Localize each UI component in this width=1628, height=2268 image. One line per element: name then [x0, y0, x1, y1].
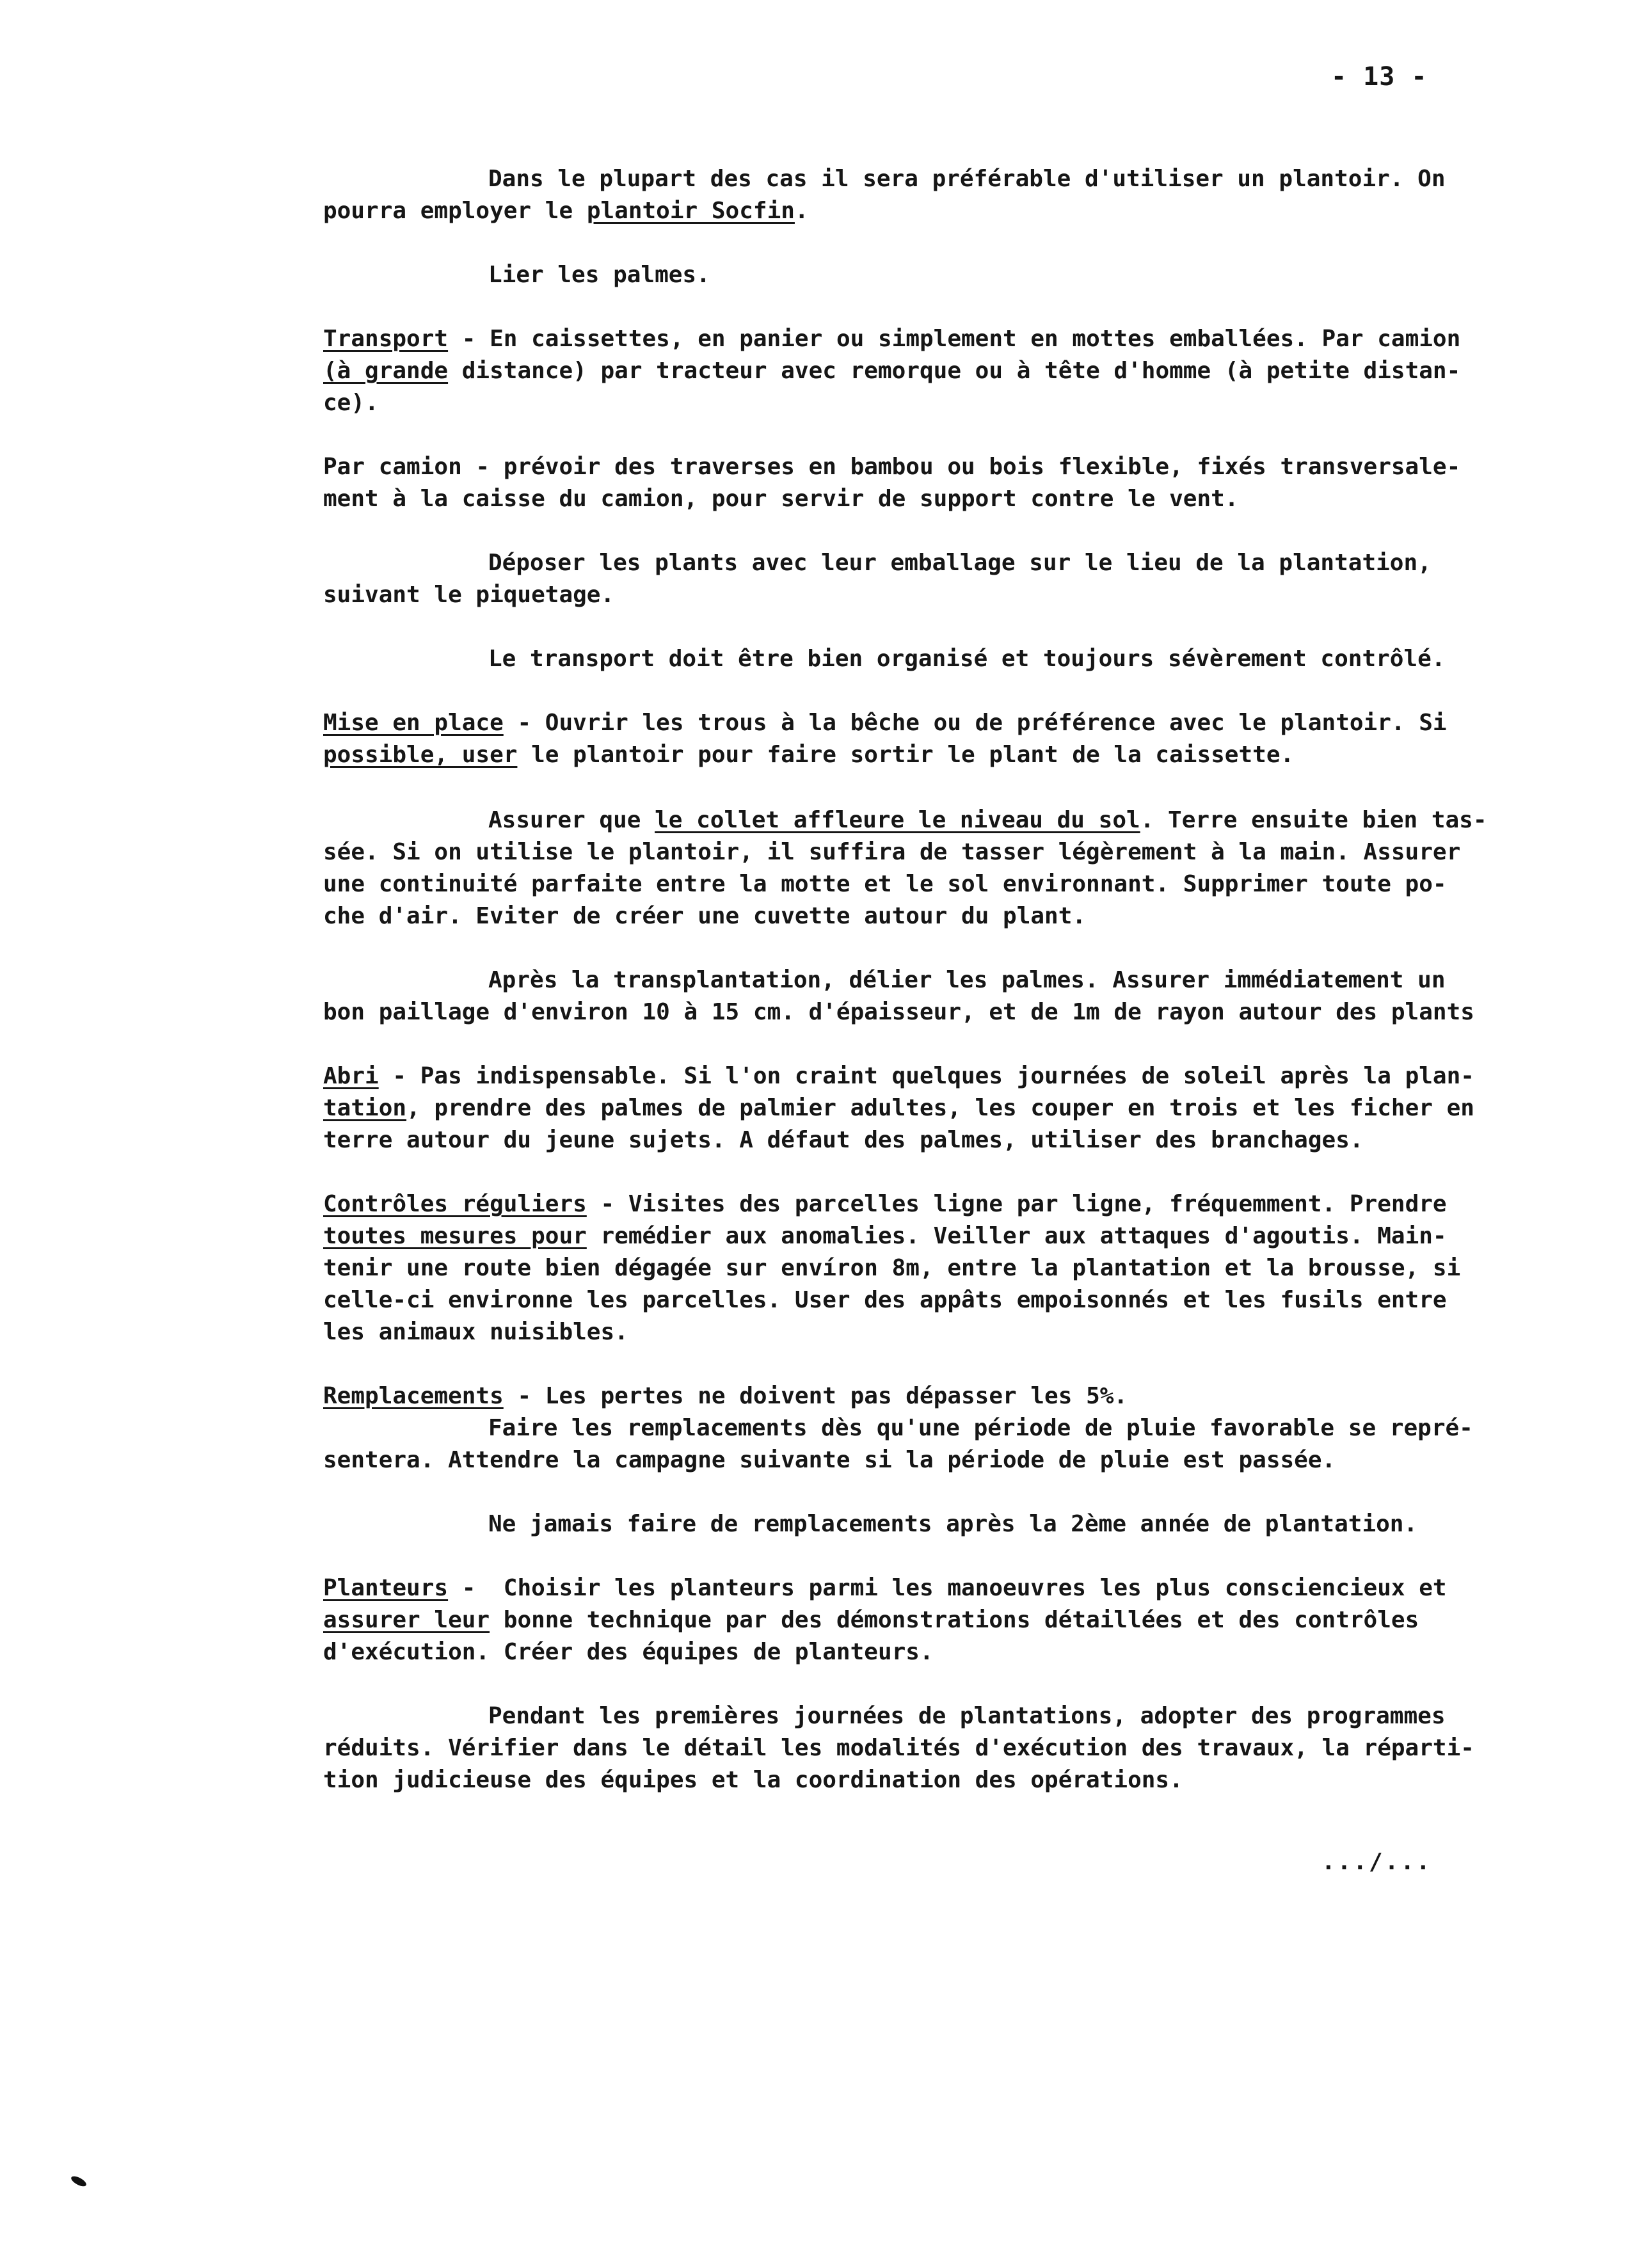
- text-line: d'exécution. Créer des équipes de planteurs.: [323, 1639, 934, 1665]
- section-heading-line: Remplacements - Les pertes ne doivent pas dépasser les 5%.: [323, 1383, 1128, 1409]
- section-heading-line: Abri - Pas indispensable. Si l'on craint quelques journées de soleil après la plan-: [323, 1063, 1474, 1089]
- section-heading-line: Mise en place - Ouvrir les trous à la bêche ou de préférence avec le plantoir. Si: [323, 710, 1447, 736]
- text-line: tation, prendre des palmes de palmier adultes, les couper en trois et les ficher en: [323, 1095, 1474, 1121]
- text-line: pourra employer le plantoir Socfin.: [323, 198, 809, 224]
- section-heading: Abri: [323, 1063, 379, 1089]
- text-line: ment à la caisse du camion, pour servir de support contre le vent.: [323, 486, 1239, 512]
- text-line: toutes mesures pour remédier aux anomalies. Veiller aux attaques d'agoutis. Main-: [323, 1223, 1447, 1249]
- text-line: sentera. Attendre la campagne suivante si la période de pluie est passée.: [323, 1447, 1336, 1473]
- text-line: terre autour du jeune sujets. A défaut des palmes, utiliser des branchages.: [323, 1127, 1364, 1153]
- section-heading: Mise en place: [323, 710, 504, 736]
- text-line: les animaux nuisibles.: [323, 1319, 628, 1345]
- text-line: Le transport doit être bien organisé et toujours sévèrement contrôlé.: [488, 646, 1446, 672]
- text-line: (à grande distance) par tracteur avec remorque ou à tête d'homme (à petite distan-: [323, 358, 1461, 384]
- text-line: Pendant les premières journées de plantations, adopter des programmes: [488, 1703, 1446, 1729]
- section-heading-line: Planteurs - Choisir les planteurs parmi les manoeuvres les plus consciencieux et: [323, 1575, 1447, 1601]
- section-heading: Remplacements: [323, 1383, 504, 1409]
- text-line: sée. Si on utilise le plantoir, il suffira de tasser légèrement à la main. Assurer: [323, 839, 1461, 865]
- text-line: possible, user le plantoir pour faire sortir le plant de la caissette.: [323, 742, 1295, 768]
- section-heading-line: Transport - En caissettes, en panier ou simplement en mottes emballées. Par camion: [323, 326, 1461, 352]
- text-line: réduits. Vérifier dans le détail les modalités d'exécution des travaux, la réparti-: [323, 1735, 1474, 1761]
- text-line: Assurer que le collet affleure le niveau du sol. Terre ensuite bien tas-: [488, 807, 1487, 833]
- section-heading: Planteurs: [323, 1575, 449, 1601]
- text-line: Lier les palmes.: [488, 262, 710, 288]
- underlined-term: plantoir Socfin: [586, 198, 795, 224]
- underlined-term: le collet affleure le niveau du sol: [655, 807, 1140, 833]
- section-heading-line: Contrôles réguliers - Visites des parcelles ligne par ligne, fréquemment. Prendre: [323, 1191, 1447, 1217]
- text-line: suivant le piquetage.: [323, 582, 615, 608]
- page-number: - 13 -: [1331, 62, 1428, 92]
- text-line: ce).: [323, 390, 379, 416]
- text-line: che d'air. Eviter de créer une cuvette autour du plant.: [323, 903, 1087, 929]
- text-line: tenir une route bien dégagée sur envíron 8m, entre la plantation et la brousse, si: [323, 1255, 1461, 1281]
- ink-speck: [70, 2175, 88, 2189]
- text-line: Faire les remplacements dès qu'une période de pluie favorable se repré-: [488, 1415, 1473, 1441]
- text-line: Par camion - prévoir des traverses en bambou ou bois flexible, fixés transversale-: [323, 454, 1461, 480]
- text-line: celle-ci environne les parcelles. User des appâts empoisonnés et les fusils entre: [323, 1287, 1447, 1313]
- text-line: Déposer les plants avec leur emballage sur le lieu de la plantation,: [488, 550, 1432, 576]
- section-heading: Contrôles réguliers: [323, 1191, 587, 1217]
- text-line: Ne jamais faire de remplacements après la 2ème année de plantation.: [488, 1511, 1418, 1537]
- text-line: assurer leur bonne technique par des démonstrations détaillées et des contrôles: [323, 1607, 1419, 1633]
- text-line: Dans le plupart des cas il sera préférable d'utiliser un plantoir. On: [488, 166, 1446, 192]
- text-line: une continuité parfaite entre la motte et le sol environnant. Supprimer toute po-: [323, 871, 1447, 897]
- text-line: tion judicieuse des équipes et la coordination des opérations.: [323, 1767, 1183, 1793]
- section-heading: Transport: [323, 326, 449, 352]
- continuation-mark: .../...: [1321, 1849, 1432, 1875]
- text-line: Après la transplantation, délier les palmes. Assurer immédiatement un: [488, 967, 1446, 993]
- text-line: bon paillage d'environ 10 à 15 cm. d'épaisseur, et de 1m de rayon autour des plants: [323, 999, 1474, 1025]
